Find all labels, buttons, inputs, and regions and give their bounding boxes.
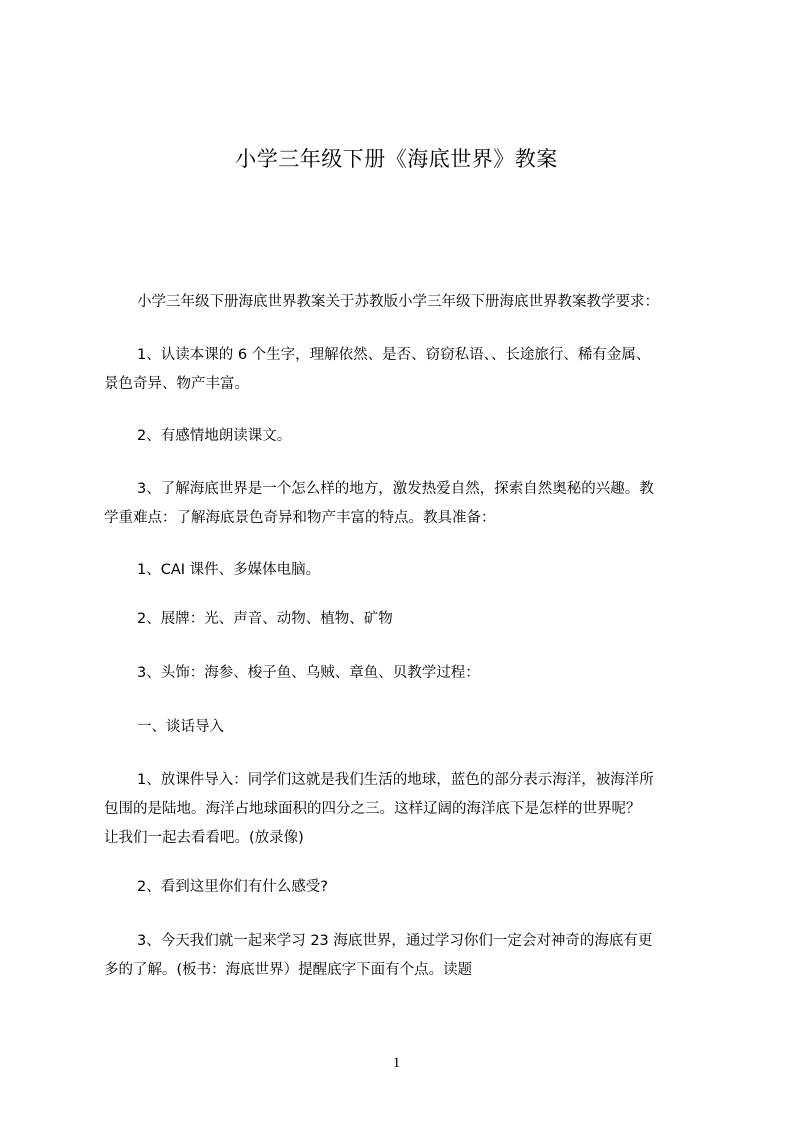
paragraph-requirement-1 [104, 341, 714, 399]
paragraph-prep-3 [104, 659, 714, 688]
text-line: 1、认读本课的 6 个生字，理解依然、是否、窃窃私语、、长途旅行、稀有金属、 [137, 347, 651, 363]
document-title: 小学三年级下册《海底世界》教案 [235, 147, 558, 171]
text-line: 小学三年级下册海底世界教案关于苏教版小学三年级下册海底世界教案教学要求： [137, 294, 659, 310]
paragraph-step-1 [104, 766, 714, 853]
text-line: 包围的是陆地。海洋占地球面积的四分之三。这样辽阔的海洋底下是怎样的世界呢？ [104, 801, 641, 817]
text-line: 1、放课件导入：同学们这就是我们生活的地球，蓝色的部分表示海洋，被海洋所 [137, 772, 654, 788]
paragraph-intro [104, 288, 714, 317]
text-line: 3、了解海底世界是一个怎么样的地方，激发热爱自然，探索自然奥秘的兴趣。教 [137, 481, 654, 497]
paragraph-requirement-3 [104, 475, 714, 533]
paragraph-prep-1 [104, 556, 714, 585]
paragraph-step-2 [104, 873, 714, 902]
text-line: 学重难点：了解海底景色奇异和物产丰富的特点。教具准备： [104, 510, 496, 526]
text-line: 1、CAI 课件、多媒体电脑。 [137, 562, 321, 578]
text-line: 让我们一起去看看吧。(放录像) [104, 830, 304, 846]
text-line: 景色奇异、物产丰富。 [104, 376, 249, 392]
paragraph-requirement-2 [104, 422, 714, 451]
page-number: 1 [392, 1055, 401, 1071]
paragraph-prep-2 [104, 605, 714, 634]
text-line: 多的了解。(板书：海底世界）提醒底字下面有个点。读题 [104, 962, 473, 978]
text-line: 2、展牌：光、声音、动物、植物、矿物 [137, 611, 393, 627]
text-line: 一、谈话导入 [137, 719, 224, 735]
paragraph-step-3 [104, 927, 714, 985]
text-line: 3、头饰：海参、梭子鱼、乌贼、章鱼、贝教学过程： [137, 665, 480, 681]
section-heading [104, 713, 714, 742]
text-line: 2、有感情地朗读课文。 [137, 428, 292, 444]
text-line: 3、今天我们就一起来学习 23 海底世界，通过学习你们一定会对神奇的海底有更 [137, 933, 653, 949]
text-line: 2、看到这里你们有什么感受? [137, 879, 328, 895]
